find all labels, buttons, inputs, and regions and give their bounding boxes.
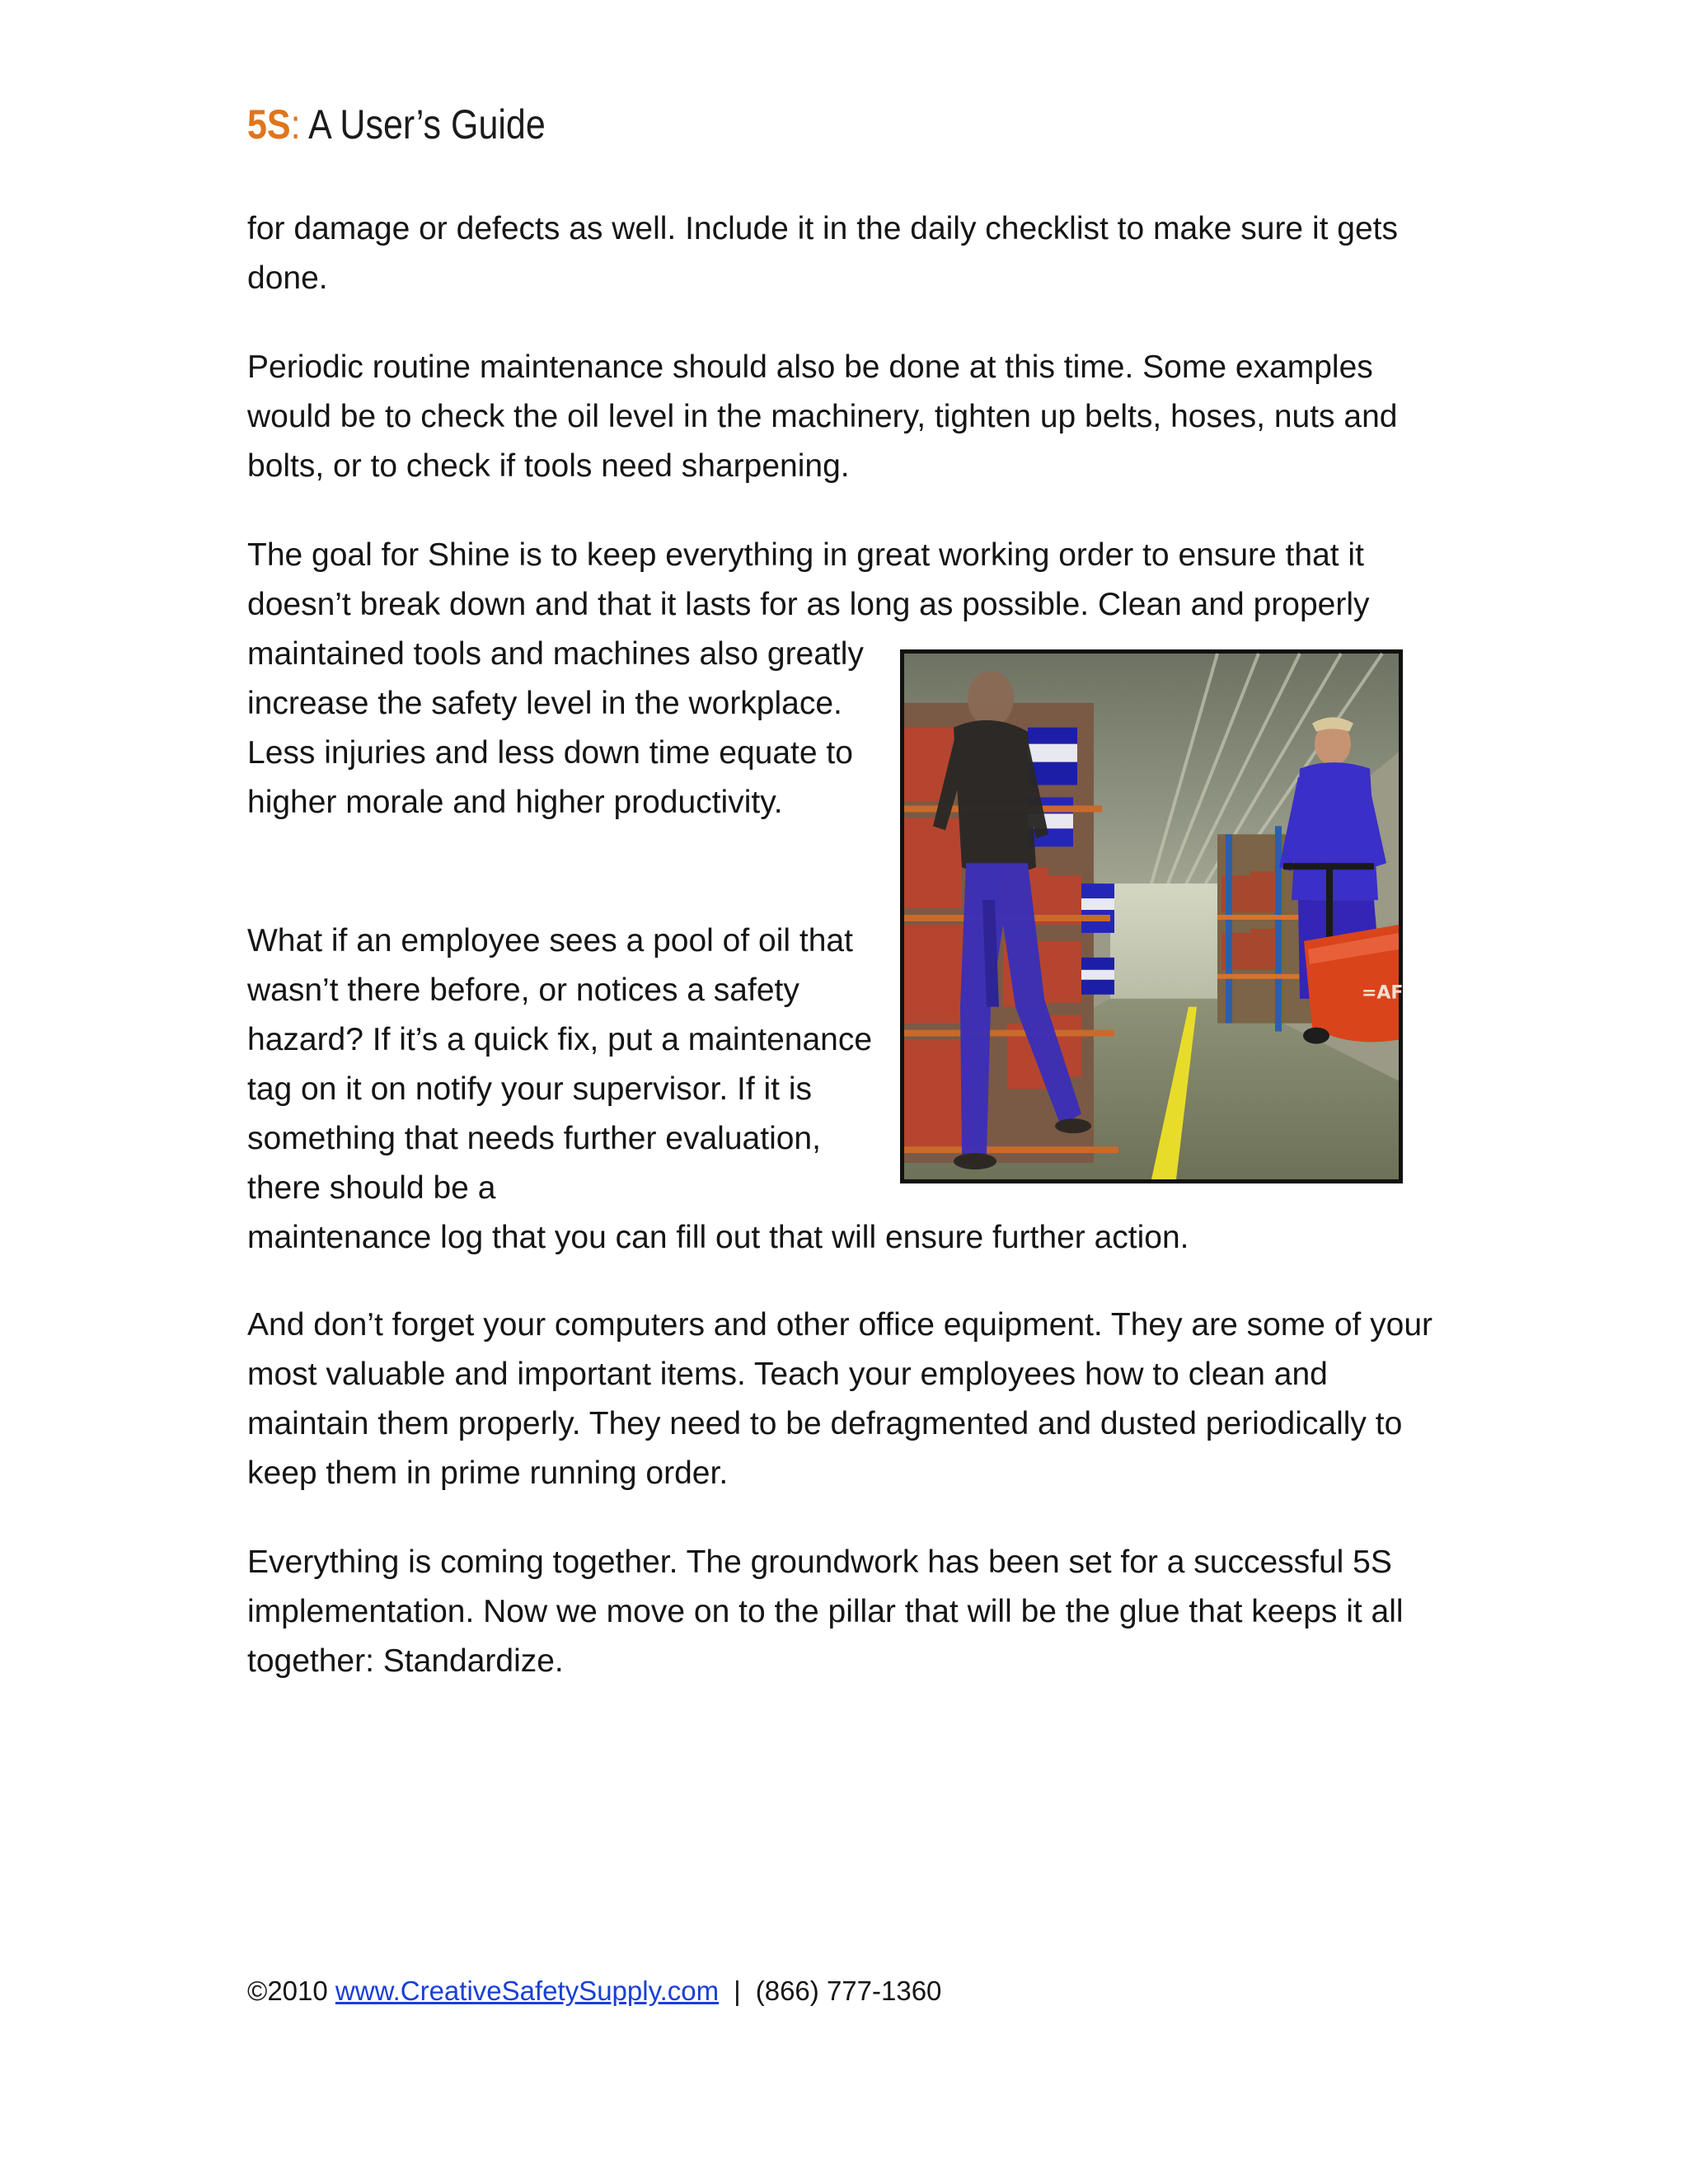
- warehouse-photo: [900, 649, 1403, 1183]
- paragraph-hazard: [247, 916, 890, 1213]
- page-footer: [247, 1971, 941, 2011]
- paragraph-text: for damage or defects as well. Include it in the daily checklist to make sure it gets done.: [247, 211, 1399, 296]
- paragraph-maintenance: [247, 343, 1451, 491]
- footer-phone: (866) 777-1360: [755, 1975, 942, 2006]
- paragraph-inspection: [247, 204, 1451, 303]
- warehouse-illustration: [904, 654, 1404, 1179]
- paragraph-line: doesn’t break down and that it lasts for as long as possible. Clean and properly: [247, 587, 1370, 622]
- header-separator: :: [290, 101, 301, 148]
- header-title: A User’s Guide: [300, 101, 546, 148]
- paragraph-text: Periodic routine maintenance should also be done at this time. Some examples would be to check the oil level in the machinery, tighten up belts, hoses, nuts and bolts, or to check if tools need sharpening.: [247, 349, 1398, 484]
- paragraph-text: Everything is coming together. The groundwork has been set for a successful 5S implementation. Now we move on to the pillar that will be the glue that keeps it all together: Standardize.: [247, 1544, 1404, 1679]
- header-brand: 5S: [247, 101, 291, 148]
- paragraph-office-equipment: [247, 1301, 1451, 1498]
- paragraph-text: maintained tools and machines also greatly increase the safety level in the workplace. Less injuries and less down time equate to higher morale and higher productivity.: [247, 636, 864, 820]
- paragraph-text: maintenance log that you can fill out that will ensure further action.: [247, 1220, 1189, 1255]
- paragraph-conclusion: [247, 1538, 1451, 1686]
- paragraph-hazard-end: [247, 1213, 1451, 1263]
- footer-copyright: ©2010: [247, 1975, 335, 2006]
- paragraph-text: And don’t forget your computers and other office equipment. They are some of your most valuable and important items. Teach your employees how to clean and maintain them properly. They need to be defragmented and dusted periodically to keep them in prime running order.: [247, 1307, 1433, 1491]
- document-header: [247, 97, 546, 152]
- paragraph-line: The goal for Shine is to keep everything in great working order to ensure that it: [247, 537, 1364, 573]
- footer-website-link[interactable]: www.CreativeSafetySupply.com: [335, 1975, 720, 2006]
- footer-separator: |: [734, 1975, 741, 2006]
- pallet-truck-label: =AF: [1362, 982, 1404, 1004]
- paragraph-text: What if an employee sees a pool of oil that wasn’t there before, or notices a safety hazard? If it’s a quick fix, put a maintenance tag on it on notify your supervisor. If it is something that needs further evaluation, there should be a: [247, 923, 873, 1206]
